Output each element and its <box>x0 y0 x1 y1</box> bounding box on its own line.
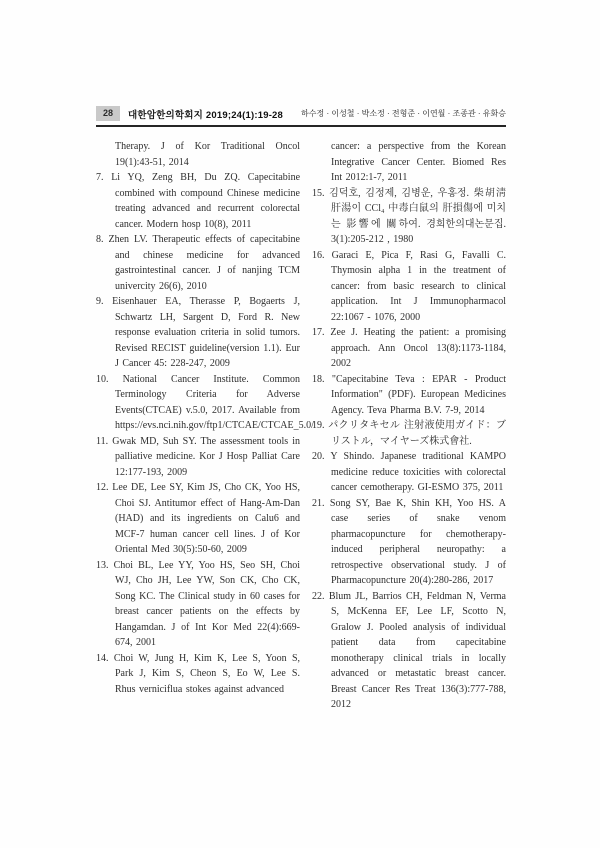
reference-text: Therapy. J of Kor Traditional Oncol 19(1):43-51, 2014 <box>115 141 300 168</box>
reference-number: 18. <box>312 373 325 385</box>
references-column-right <box>312 139 506 713</box>
reference-text: Zee J. Heating the patient: a promising approach. Ann Oncol 13(8):1173-1184, 2002 <box>330 327 507 369</box>
reference-number: 12. <box>96 482 109 493</box>
reference-text: Choi W, Jung H, Kim K, Lee S, Yoon S, Park J, Kim S, Cheon S, Eo W, Lee S. Rhus verniciflua stokes against advanced <box>113 652 301 695</box>
reference-text: Song SY, Bae K, Shin KH, Yoo HS. A case series of snake venom pharmacopuncture for chemotherapy-induced peripheral neuropathy: a retrospective observational study. J of Pharmacopuncture 20(4):280-286, 2017 <box>329 497 506 586</box>
page-number: 28 <box>96 106 120 121</box>
journal-citation <box>128 107 283 121</box>
reference-item <box>312 496 506 589</box>
reference-item <box>96 232 300 294</box>
reference-text: Gwak MD, Suh SY. The assessment tools in palliative medicine. Kor J Hosp Palliat Care 12:177-193, 2009 <box>112 435 301 478</box>
reference-item <box>96 480 300 558</box>
reference-text: cancer: a perspective from the Korean Integrative Cancer Center. Biomed Res Int 2012:1-7, 2011 <box>331 141 506 183</box>
running-header <box>96 106 506 127</box>
reference-item <box>96 170 300 232</box>
reference-item <box>312 449 506 496</box>
journal-title: 대한암한의학회지 <box>128 109 204 121</box>
reference-text: パクリタキセル 注射液使用ガイド：ブリストル，マイヤーズ株式會社. <box>328 420 507 447</box>
reference-item <box>312 139 506 186</box>
reference-number: 19. <box>312 420 325 431</box>
reference-text: Blum JL, Barrios CH, Feldman N, Verma S, McKenna EF, Lee LF, Scotto N, Gralow J. Pooled analysis of individual patient data from capecitabine monotherapy clinical trials in locally advanced or metastatic breast cancer. Breast Cancer Res Treat 136(3):777-788, 2012 <box>328 590 506 710</box>
reference-text: Lee DE, Lee SY, Kim JS, Cho CK, Yoo HS, Choi SJ. Antitumor effect of Hang-Am-Dan (HAD) and its ingredients on Calu6 and MCF-7 human cancer cell lines. J of Kor Oriental Med 30(5):50-60, 2009 <box>112 482 300 555</box>
reference-item <box>312 325 506 372</box>
reference-item <box>96 139 300 170</box>
reference-number: 7. <box>96 172 104 183</box>
reference-number: 10. <box>96 373 109 385</box>
reference-number: 11. <box>96 435 109 447</box>
reference-number: 20. <box>312 451 325 462</box>
reference-number: 15. <box>312 187 325 199</box>
reference-text: Zhen LV. Therapeutic effects of capecitabine and chinese medicine for advanced gastrointestinal cancer. J of nanjing TCM univercity 26(6), 2010 <box>108 234 300 292</box>
references-column-left <box>96 139 314 713</box>
reference-number: 21. <box>312 497 325 509</box>
reference-item <box>312 248 506 326</box>
reference-item <box>96 294 300 372</box>
reference-columns <box>96 139 506 713</box>
reference-item <box>96 372 314 434</box>
reference-item <box>96 434 300 481</box>
reference-number: 13. <box>96 559 109 571</box>
reference-item <box>312 372 506 419</box>
reference-text: Li YQ, Zeng BH, Du ZQ. Capecitabine combined with compound Chinese medicine treating advanced and recurrent colorectal cancer. Modern hosp 10(8), 2011 <box>111 172 301 230</box>
reference-number: 8. <box>96 234 104 245</box>
reference-item <box>96 651 300 698</box>
reference-number: 16. <box>312 249 325 261</box>
reference-text: Y Shindo. Japanese traditional KAMPO medicine reduce toxicities with colorectal cancer cemotherapy. GI-ESMO 375, 2011 <box>330 451 506 493</box>
reference-number: 9. <box>96 296 104 307</box>
reference-number: 22. <box>312 590 325 602</box>
reference-text: National Cancer Institute. Common Terminology Criteria for Adverse Events(CTCAE) v.5.0, 2017. Available from https://evs.nci.nih.gov/ftp1/CTCAE/CTCAE_5.0/ <box>115 373 314 431</box>
reference-text: Choi BL, Lee YY, Yoo HS, Seo SH, Choi WJ, Cho JH, Lee YW, Son CK, Cho CK, Song KC. The Clinical study in 60 cases for breast cancer patients on the effects by Hangamdan. J of Int Kor Med 22(4):669-674, 2001 <box>113 559 301 648</box>
reference-text: "Capecitabine Teva : EPAR - Product Information" (PDF). European Medicines Agency. Teva Pharma B.V. 7-9, 2014 <box>331 373 506 416</box>
author-list: 하수정 · 이성철 · 박소정 · 전형준 · 이연월 · 조종관 · 유화승 <box>301 109 506 118</box>
reference-item <box>312 186 506 248</box>
journal-issue: 2019;24(1):19-28 <box>205 109 284 121</box>
reference-item <box>312 589 506 713</box>
reference-number: 14. <box>96 652 109 664</box>
reference-item <box>312 418 506 449</box>
reference-item <box>96 558 300 651</box>
reference-number: 17. <box>312 327 325 338</box>
reference-text: 김덕호, 김정제, 김병운, 우홍정. 柴胡淸肝湯이 CCl₄ 中毒白鼠의 肝損傷에 미치는 影響에 關하여. 경희한의대논문집. 3(1):205-212 , 1980 <box>329 187 507 245</box>
reference-text: Garaci E, Pica F, Rasi G, Favalli C. Thymosin alpha 1 in the treatment of cancer: from basic research to clinical application. Int J Immunopharmacol 22:1067 - 1076, 2000 <box>331 249 506 323</box>
page-content <box>96 106 506 713</box>
reference-text: Eisenhauer EA, Therasse P, Bogaerts J, Schwartz LH, Sargent D, Ford R. New response evaluation criteria in solid tumors. Revised RECIST guideline(version 1.1). Eur J Cancer 45: 228-247, 2009 <box>112 296 300 369</box>
